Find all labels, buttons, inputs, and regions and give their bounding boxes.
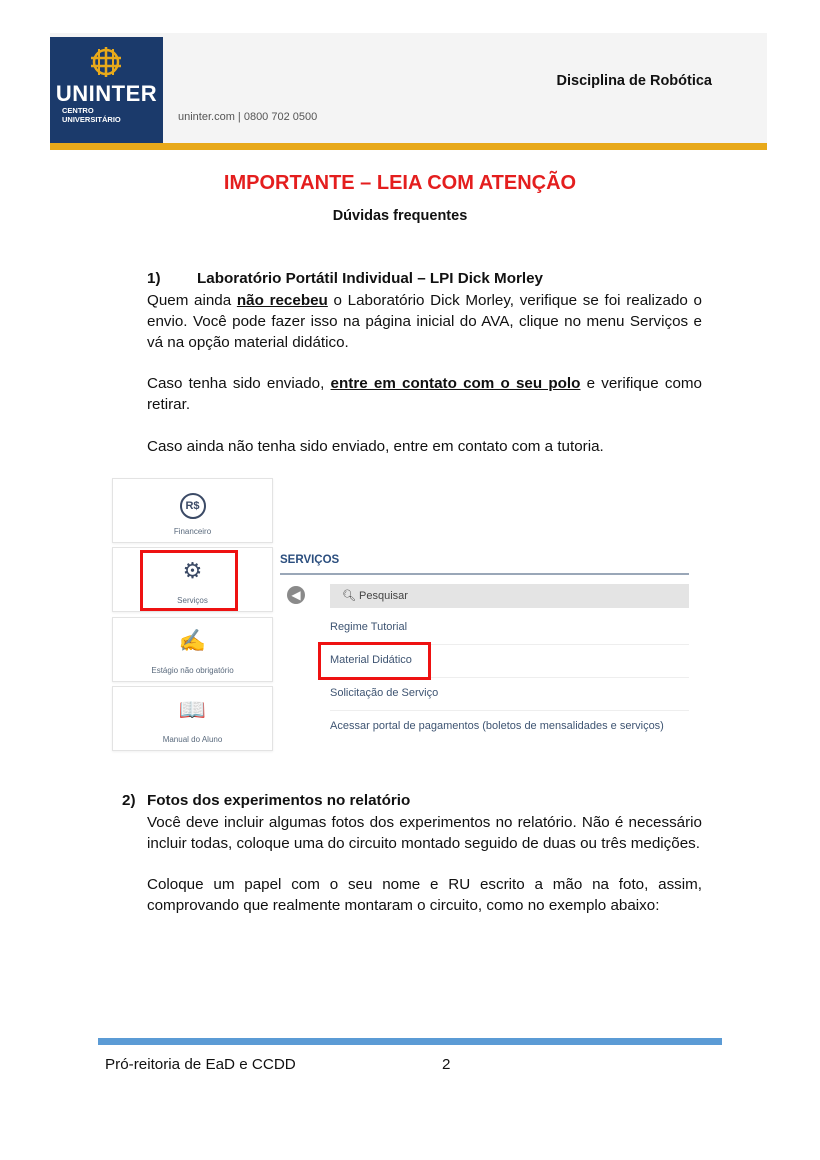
services-divider	[280, 573, 689, 575]
section-2	[122, 792, 702, 917]
emphasis-contact-polo: entre em contato com o seu polo	[330, 375, 581, 393]
highlight-servicos	[140, 550, 238, 611]
section-1-paragraph-3: Caso ainda não tenha sido enviado, entre em contato com a tutoria.	[147, 437, 604, 455]
menu-item-solicitacao[interactable]: Solicitação de Serviço	[330, 678, 689, 711]
search-input[interactable]	[330, 584, 689, 608]
section-1-title: Laboratório Portátil Individual – LPI Dick Morley	[197, 270, 543, 287]
currency-icon: R$	[113, 489, 272, 519]
services-heading: SERVIÇOS	[280, 554, 340, 566]
tile-label: Manual do Aluno	[162, 735, 223, 744]
emphasis-not-received: não recebeu	[236, 292, 328, 309]
uninter-logo	[50, 37, 163, 145]
student-desk-icon: ✍	[178, 628, 207, 653]
highlight-material-didatico	[318, 642, 431, 680]
tile-financeiro[interactable]	[112, 478, 273, 543]
tile-estagio[interactable]	[112, 617, 273, 682]
section-2-title: Fotos dos experimentos no relatório	[147, 792, 411, 809]
menu-item-material-didatico[interactable]: Material Didático	[330, 645, 689, 678]
tile-manual[interactable]	[112, 686, 273, 751]
section-1-number: 1)	[147, 270, 161, 287]
section-2-number: 2)	[122, 792, 136, 809]
book-icon: 📖	[178, 697, 207, 722]
gears-icon: ⚙	[182, 558, 203, 583]
back-arrow-icon[interactable]: ◀	[287, 586, 305, 604]
tile-label: Serviços	[177, 596, 208, 605]
logo-subtitle: CENTRO UNIVERSITÁRIO	[62, 106, 121, 124]
header-divider	[50, 143, 767, 150]
menu-item-portal-pagamentos[interactable]: Acessar portal de pagamentos (boletos de mensalidades e serviços)	[330, 720, 664, 732]
section-1-paragraph-2: Caso tenha sido enviado, entre em contato com o seu polo e verifique como retirar.	[147, 375, 702, 413]
section-2-paragraph-1: Você deve incluir algumas fotos dos experimentos no relatório. Não é necessário incluir todas, coloque uma do circuito montado seguido de duas ou três medições.	[147, 814, 702, 852]
tile-label: Estágio não obrigatório	[151, 666, 234, 675]
section-2-heading	[122, 792, 702, 813]
page-number: 2	[442, 1056, 451, 1073]
footer-department: Pró-reitoria de EaD e CCDD	[105, 1056, 296, 1073]
logo-wordmark: UNINTER	[55, 81, 158, 106]
section-1-paragraph-1: Quem ainda não recebeu o Laboratório Dick Morley, verifique se foi realizado o envio. Você pode fazer isso na página inicial do AVA, clique no menu Serviços e vá na opção material didático.	[147, 292, 702, 351]
tile-label: Financeiro	[173, 527, 212, 536]
discipline-title: Disciplina de Robótica	[556, 73, 712, 89]
services-screenshot	[112, 476, 690, 751]
menu-item-regime-tutorial[interactable]: Regime Tutorial	[330, 612, 689, 645]
search-icon: 🔍︎ Pesquisar	[342, 590, 408, 602]
page-subtitle: Dúvidas frequentes	[332, 208, 468, 224]
contact-info: uninter.com | 0800 702 0500	[178, 111, 318, 123]
page-title: IMPORTANTE – LEIA COM ATENÇÃO	[223, 172, 577, 194]
footer-divider	[98, 1038, 722, 1045]
section-1	[147, 270, 702, 457]
section-2-paragraph-2: Coloque um papel com o seu nome e RU escrito a mão na foto, assim, comprovando que realmente montaram o circuito, como no exemplo abaixo:	[147, 876, 702, 915]
section-1-heading	[147, 270, 702, 291]
globe-icon	[88, 45, 124, 79]
